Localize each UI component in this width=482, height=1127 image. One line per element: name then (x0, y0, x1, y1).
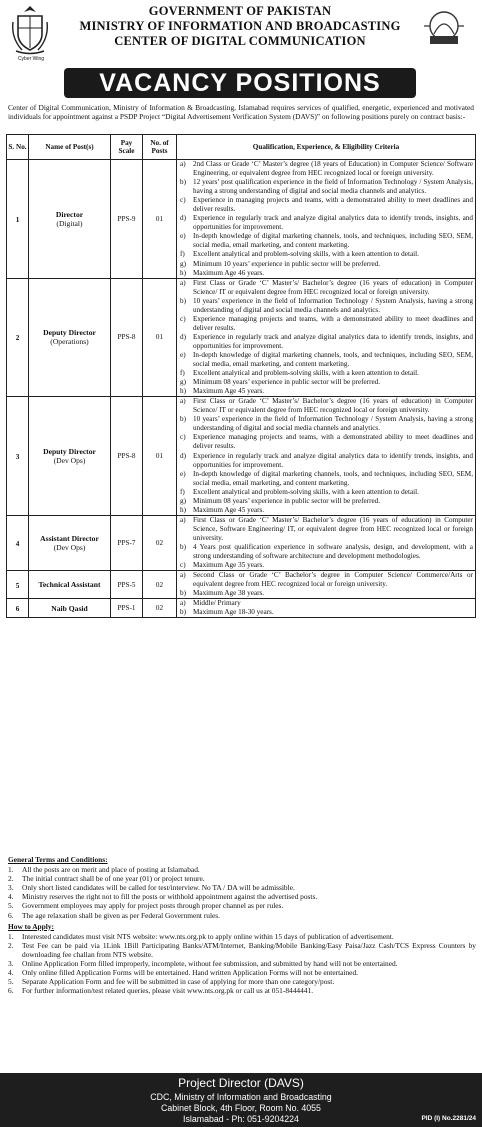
criteria-cell (177, 278, 476, 397)
criteria-text: First Class or Grade ‘C’ Master’s/ Bachelor’s degree (16 years of education) in Computer Science, Software Engineering/ IT, or equivalent degree from HEC recognized local or foreign university. (193, 515, 473, 542)
criteria-letter: a) (180, 160, 186, 168)
criteria-item (177, 543, 473, 561)
criteria-item (177, 315, 473, 333)
howto-item (8, 941, 476, 959)
post-cell (29, 599, 111, 618)
criteria-item (177, 160, 473, 178)
footer-title: Project Director (DAVS) (178, 1076, 304, 1090)
criteria-text: Maximum Age 18-30 years. (193, 608, 274, 617)
criteria-item (177, 250, 473, 259)
criteria-item (177, 279, 473, 297)
criteria-letter: h) (180, 505, 186, 514)
footer-line-1: CDC, Ministry of Information and Broadcasting (150, 1092, 332, 1102)
howto-text: Separate Application Form and fee will be submitted in case of applying for more than one category/post. (22, 977, 335, 987)
term-number: 6. (8, 910, 14, 920)
criteria-letter: c) (180, 196, 186, 205)
criteria-item (177, 433, 473, 451)
terms-title: General Terms and Conditions: (8, 855, 108, 864)
term-text: Government employees may apply for project posts through proper channel as per rules. (22, 901, 284, 911)
criteria-item (177, 269, 473, 278)
criteria-text: First Class or Grade ‘C’ Master’s/ Bachelor’s degree (16 years of education) in Computer Science/ IT or equivalent degree from HEC recognized local or foreign university. (193, 397, 473, 415)
term-text: Ministry reserves the right not to fill the posts or withhold appointment against the advertised posts. (22, 892, 318, 902)
criteria-letter: c) (180, 433, 186, 442)
post-subtitle: (Dev Ops) (53, 456, 86, 466)
posts-count: 01 (143, 160, 177, 279)
serial-number: 4 (7, 515, 29, 570)
post-name: Naib Qasid (51, 603, 88, 613)
serial-number: 3 (7, 397, 29, 516)
criteria-text: Experience in regularly track and analyze digital analytics data to identify trends, insights, and opportunities for improvement. (193, 332, 473, 350)
criteria-text: Excellent analytical and problem-solving skills, with a keen attention to detail. (193, 487, 419, 496)
howto-number: 4. (8, 968, 14, 978)
criteria-letter: d) (180, 451, 186, 460)
post-subtitle: (Digital) (56, 218, 83, 228)
criteria-item (177, 571, 473, 589)
howto-number: 6. (8, 986, 14, 996)
criteria-text: Maximum Age 46 years. (193, 268, 265, 277)
criteria-text: Minimum 08 years’ experience in public sector will be preferred. (193, 496, 381, 505)
howto-number: 2. (8, 940, 14, 950)
criteria-letter: e) (180, 469, 186, 478)
table-row (7, 160, 476, 279)
criteria-item (177, 387, 473, 396)
criteria-cell (177, 397, 476, 516)
criteria-letter: a) (180, 278, 186, 287)
criteria-letter: b) (180, 415, 186, 424)
howto-number: 3. (8, 959, 14, 969)
criteria-letter: a) (180, 515, 186, 524)
criteria-cell (177, 571, 476, 599)
serial-number: 5 (7, 571, 29, 599)
criteria-letter: b) (180, 589, 186, 598)
table-row (7, 397, 476, 516)
pid-number: PID (I) No.2281/24 (421, 1115, 476, 1122)
term-number: 1. (8, 865, 14, 875)
criteria-item (177, 497, 473, 506)
criteria-item (177, 397, 473, 415)
table-row (7, 599, 476, 618)
term-number: 3. (8, 883, 14, 893)
criteria-text: Maximum Age 35 years. (193, 561, 265, 570)
term-item (8, 865, 476, 874)
intro-paragraph: Center of Digital Communication, Ministry of Information & Broadcasting, Islamabad requires services of qualified, energetic, experienced and motivated individuals for appointment against a PSDP Project “Digital Advertisement Verification System (DAVS)” on following positions purely on contract basis:- (8, 103, 474, 122)
howto-item (8, 959, 476, 968)
letterhead (0, 0, 482, 66)
criteria-text: 10 years’ experience in the field of Information Technology / System Analysis, having a strong understanding of digital and social media channels and analytics. (193, 296, 473, 314)
col-post: Name of Post(s) (29, 135, 111, 160)
criteria-text: 12 years’ post qualification experience in the field of Information Technology / System Analysis, having a strong understanding of digital and social media channels and analytics. (193, 178, 473, 196)
post-cell (29, 278, 111, 397)
howto-number: 1. (8, 931, 14, 941)
howto-item (8, 977, 476, 986)
footer-line-3: Islamabad - Ph: 051-9204224 (183, 1114, 299, 1124)
emblem-caption: Cyber Wing (17, 56, 45, 62)
post-subtitle: (Dev Ops) (53, 542, 86, 552)
post-cell (29, 160, 111, 279)
criteria-text: Experience managing projects and teams, with a demonstrated ability to meet deadlines and deliver results. (193, 314, 473, 332)
term-text: All the posts are on merit and place of posting at Islamabad. (22, 865, 200, 875)
pay-scale: PPS-8 (111, 278, 143, 397)
criteria-letter: c) (180, 314, 186, 323)
howto-text: For further information/test related queries, please visit www.nts.org.pk or call us at 051-8444441. (22, 986, 314, 996)
criteria-letter: a) (180, 571, 186, 580)
pay-scale: PPS-9 (111, 160, 143, 279)
pay-scale: PPS-8 (111, 397, 143, 516)
posts-count: 02 (143, 599, 177, 618)
criteria-cell (177, 515, 476, 570)
criteria-item (177, 232, 473, 250)
term-number: 4. (8, 892, 14, 902)
pay-scale: PPS-7 (111, 515, 143, 570)
pay-scale: PPS-1 (111, 599, 143, 618)
post-subtitle: (Operations) (50, 337, 89, 347)
criteria-letter: g) (180, 259, 186, 268)
howto-text: Interested candidates must visit NTS website: www.nts.org.pk to apply online within 15 days of publication of advertisement. (22, 931, 394, 941)
criteria-text: Middle/ Primary (193, 599, 241, 608)
criteria-item (177, 333, 473, 351)
cdc-logo-icon (420, 8, 468, 48)
criteria-cell (177, 160, 476, 279)
criteria-letter: e) (180, 232, 186, 241)
col-posts: No. of Posts (143, 135, 177, 160)
posts-count: 02 (143, 515, 177, 570)
criteria-item (177, 488, 473, 497)
howto-item (8, 986, 476, 995)
term-item (8, 901, 476, 910)
criteria-letter: d) (180, 214, 186, 223)
term-item (8, 911, 476, 920)
criteria-text: Second Class or Grade ‘C’ Bachelor’s degree in Computer Science/ Commerce/Arts or equivalent degree from HEC recognized local or foreign university. (193, 571, 473, 589)
term-item (8, 874, 476, 883)
criteria-letter: b) (180, 542, 186, 551)
footer (0, 1073, 482, 1127)
howto-text: Online Application Form filled improperly, incomplete, without fee submission, and submitted by hand will not be entertained. (22, 959, 398, 969)
term-number: 5. (8, 901, 14, 911)
criteria-text: Maximum Age 45 years. (193, 387, 265, 396)
criteria-text: 4 Years post qualification experience in software analysis, design, and development, with a strong understanding of software architecture and development methodologies. (193, 542, 473, 561)
criteria-letter: f) (180, 250, 185, 259)
state-emblem-icon (10, 4, 50, 56)
criteria-item (177, 506, 473, 515)
post-cell (29, 515, 111, 570)
vacancy-banner: VACANCY POSITIONS (64, 68, 416, 98)
table-row (7, 571, 476, 599)
criteria-text: Minimum 08 years’ experience in public sector will be preferred. (193, 378, 381, 387)
criteria-text: Maximum Age 45 years. (193, 505, 265, 514)
criteria-item (177, 178, 473, 196)
terms-list (8, 865, 476, 920)
criteria-item (177, 378, 473, 387)
table-row (7, 515, 476, 570)
criteria-item (177, 589, 473, 598)
serial-number: 1 (7, 160, 29, 279)
howto-title: How to Apply: (8, 921, 54, 931)
post-name: Technical Assistant (38, 580, 101, 590)
col-scale: Pay Scale (111, 135, 143, 160)
criteria-letter: d) (180, 332, 186, 341)
term-text: Only short listed candidates will be called for test/interview. No TA / DA will be admissible. (22, 883, 295, 893)
post-name: Deputy Director (43, 328, 96, 338)
criteria-item (177, 297, 473, 315)
criteria-text: Experience in regularly track and analyze digital analytics data to identify trends, insights, and opportunities for improvement. (193, 214, 473, 232)
criteria-letter: b) (180, 296, 186, 305)
criteria-letter: f) (180, 487, 185, 496)
post-name: Assistant Director (40, 533, 99, 543)
criteria-item (177, 599, 473, 608)
footer-line-2: Cabinet Block, 4th Floor, Room No. 4055 (161, 1103, 321, 1113)
criteria-text: In-depth knowledge of digital marketing channels, tools, and techniques, including SEO, SEM, social media, email marketing, and content marketing. (193, 232, 473, 250)
serial-number: 2 (7, 278, 29, 397)
criteria-letter: f) (180, 369, 185, 378)
howto-item (8, 968, 476, 977)
table-header-row (7, 135, 476, 160)
criteria-letter: c) (180, 561, 186, 570)
howto-number: 5. (8, 977, 14, 987)
howto-list (8, 932, 476, 996)
post-name: Deputy Director (43, 447, 96, 457)
criteria-item (177, 516, 473, 543)
center-title: CENTER OF DIGITAL COMMUNICATION (114, 34, 366, 48)
criteria-text: Maximum Age 38 years. (193, 589, 265, 598)
criteria-item (177, 415, 473, 433)
post-name: Director (55, 209, 84, 219)
criteria-item (177, 351, 473, 369)
vacancy-table (6, 134, 476, 618)
criteria-item (177, 214, 473, 232)
col-criteria: Qualification, Experience, & Eligibility Criteria (177, 135, 476, 160)
criteria-letter: g) (180, 378, 186, 387)
criteria-letter: b) (180, 178, 186, 187)
criteria-letter: a) (180, 599, 186, 608)
criteria-text: First Class or Grade ‘C’ Master’s/ Bachelor’s degree (16 years of education) in Computer Science/ IT or equivalent degree from HEC recognized local or foreign university. (193, 278, 473, 296)
criteria-letter: e) (180, 350, 186, 359)
criteria-text: Excellent analytical and problem-solving skills, with a keen attention to detail. (193, 250, 419, 259)
criteria-letter: b) (180, 608, 186, 617)
criteria-cell (177, 599, 476, 618)
criteria-letter: g) (180, 496, 186, 505)
pay-scale: PPS-5 (111, 571, 143, 599)
criteria-letter: h) (180, 268, 186, 277)
criteria-text: Experience in managing projects and teams, with a demonstrated ability to meet deadlines and deliver results. (193, 196, 473, 214)
criteria-text: Experience in regularly track and analyze digital analytics data to identify trends, insights, and opportunities for improvement. (193, 451, 473, 469)
post-cell (29, 397, 111, 516)
criteria-letter: h) (180, 387, 186, 396)
criteria-text: 10 years’ experience in the field of Information Technology / System Analysis, having a strong understanding of digital and social media channels and analytics. (193, 415, 473, 433)
howto-text: Only online filled Application Forms will be entertained. Hand written Application Forms will not be entertained. (22, 968, 359, 978)
government-title: GOVERNMENT OF PAKISTAN (148, 4, 332, 18)
howto-text: Test Fee can be paid via 1Link 1Bill Participating Banks/ATM/Internet, Banking/Mobile Banking/Easy Paisa/Jazz Cash/TCS Express Counters by downloading fee challan from NTS website. (22, 940, 476, 959)
criteria-item (177, 561, 473, 570)
criteria-text: 2nd Class or Grade ‘C’ Master’s degree (18 years of Education) in Computer Science/ Software Engineering, or equivalent degree from HEC recognized local or foreign university. (193, 160, 473, 178)
criteria-item (177, 196, 473, 214)
criteria-text: Excellent analytical and problem-solving skills, with a keen attention to detail. (193, 369, 419, 378)
posts-count: 01 (143, 397, 177, 516)
posts-count: 01 (143, 278, 177, 397)
criteria-item (177, 369, 473, 378)
col-sno: S. No. (7, 135, 29, 160)
ministry-title: MINISTRY OF INFORMATION AND BROADCASTING (79, 19, 401, 33)
term-text: The age relaxation shall be given as per Federal Government rules. (22, 910, 221, 920)
criteria-text: Minimum 10 years’ experience in public sector will be preferred. (193, 259, 381, 268)
table-row (7, 278, 476, 397)
post-cell (29, 571, 111, 599)
criteria-letter: a) (180, 397, 186, 406)
howto-item (8, 932, 476, 941)
posts-count: 02 (143, 571, 177, 599)
criteria-item (177, 260, 473, 269)
criteria-text: In-depth knowledge of digital marketing channels, tools, and techniques, including SEO, SEM, social media, email marketing, and content marketing. (193, 350, 473, 369)
criteria-item (177, 470, 473, 488)
term-number: 2. (8, 874, 14, 884)
criteria-item (177, 452, 473, 470)
terms-section (8, 855, 476, 995)
criteria-item (177, 608, 473, 617)
term-text: The initial contract shall be of one year (01) or project tenure. (22, 874, 205, 884)
term-item (8, 883, 476, 892)
criteria-text: Experience managing projects and teams, with a demonstrated ability to meet deadlines and deliver results. (193, 433, 473, 451)
serial-number: 6 (7, 599, 29, 618)
term-item (8, 892, 476, 901)
criteria-text: In-depth knowledge of digital marketing channels, tools, and techniques, including SEO, SEM, social media, email marketing, and content marketing. (193, 469, 473, 487)
